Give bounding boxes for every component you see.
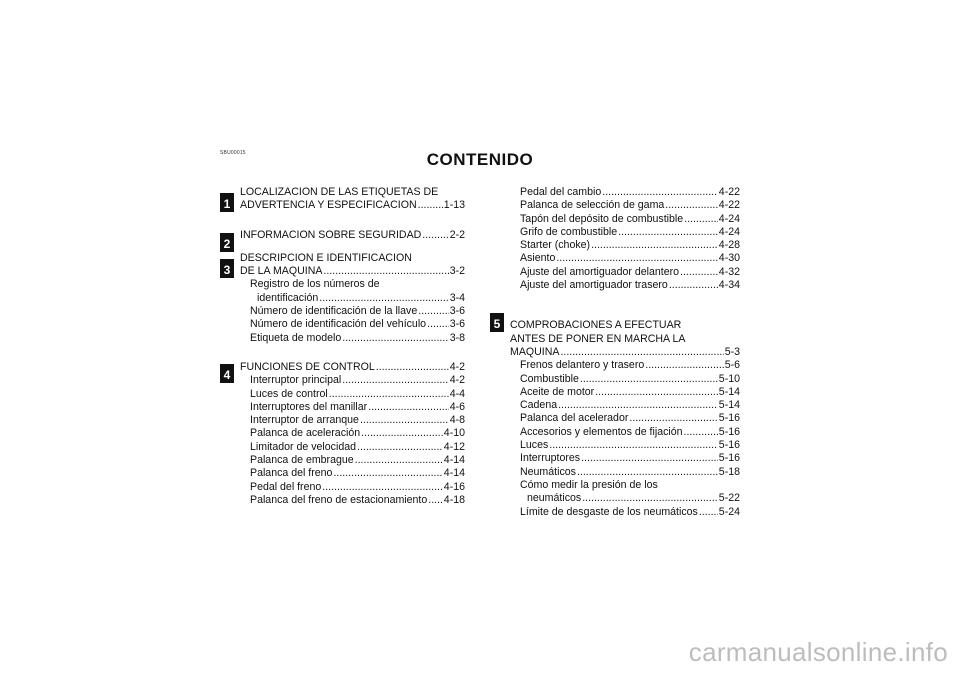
toc-item[interactable] [510, 213, 740, 226]
toc-page: 5-22 [718, 492, 740, 505]
chapter-tab-5: 5 [490, 313, 504, 332]
leader-dots [665, 199, 718, 212]
leader-dots [591, 239, 718, 252]
toc-section-5[interactable] [510, 346, 740, 359]
toc-page: 5-6 [724, 359, 740, 372]
toc-section-2[interactable] [240, 229, 465, 242]
toc-label: Palanca de embrague [250, 454, 354, 467]
toc-page: 5-18 [718, 465, 740, 478]
toc-label: Interruptores del manillar [250, 400, 368, 413]
leader-dots [684, 213, 718, 226]
toc-item[interactable] [240, 414, 465, 427]
toc-page: 4-18 [443, 493, 465, 506]
leader-dots [418, 305, 448, 318]
toc-section-1-line: LOCALIZACION DE LAS ETIQUETAS DE [240, 186, 439, 198]
toc-page: 5-3 [724, 345, 740, 358]
toc-page: 4-24 [718, 225, 740, 238]
toc-page: 4-32 [718, 265, 740, 278]
toc-page: 1-13 [443, 199, 465, 212]
toc-item[interactable] [510, 386, 740, 399]
toc-section-1[interactable] [240, 199, 465, 212]
toc-label: Accesorios y elementos de fijación [520, 425, 683, 438]
leader-dots [629, 412, 717, 425]
toc-page: 4-28 [718, 239, 740, 252]
toc-item[interactable] [510, 412, 740, 425]
toc-page: 4-34 [718, 279, 740, 292]
leader-dots [360, 414, 449, 427]
toc-item[interactable] [510, 186, 740, 199]
toc-item[interactable] [510, 359, 740, 372]
toc-page: 2-2 [449, 228, 465, 241]
toc-label: Combustible [520, 372, 579, 385]
toc-item[interactable] [240, 318, 465, 331]
toc-label: Neumáticos [520, 465, 576, 478]
toc-item[interactable] [510, 399, 740, 412]
toc-label: Palanca del freno [250, 467, 333, 480]
toc-label: Número de identificación de la llave [250, 305, 418, 318]
toc-page: 4-2 [449, 360, 465, 373]
toc-label: Asiento [520, 252, 556, 265]
toc-label: Grifo de combustible [520, 225, 618, 238]
toc-page: 4-22 [718, 199, 740, 212]
leader-dots [323, 265, 448, 278]
toc-page: 4-4 [449, 387, 465, 400]
leader-dots [684, 426, 718, 439]
leader-dots [376, 361, 449, 374]
leader-dots [427, 318, 449, 331]
chapter-tab-4: 4 [220, 364, 234, 383]
toc-item[interactable] [510, 439, 740, 452]
toc-item[interactable] [240, 374, 465, 387]
toc-section-3-line: DESCRIPCION E IDENTIFICACION [240, 251, 412, 264]
toc-label: Ajuste del amortiguador trasero [520, 279, 668, 292]
leader-dots [422, 229, 448, 242]
leader-dots [699, 506, 718, 519]
toc-item[interactable] [510, 373, 740, 386]
leader-dots [669, 279, 718, 292]
leader-dots [319, 292, 448, 305]
toc-page: 5-16 [718, 439, 740, 452]
toc-item[interactable] [240, 401, 465, 414]
leader-dots [418, 199, 443, 212]
chapter-tab-2: 2 [220, 233, 234, 252]
toc-label: Etiqueta de modelo [250, 331, 342, 344]
toc-item[interactable] [510, 239, 740, 252]
toc-label: Palanca de aceleración [250, 427, 361, 440]
leader-dots [361, 427, 443, 440]
leader-dots [618, 226, 718, 239]
toc-label: FUNCIONES DE CONTROL [240, 360, 375, 373]
toc-label: Palanca del acelerador [520, 412, 629, 425]
leader-dots [333, 467, 442, 480]
toc-label: Palanca del freno de estacionamiento [250, 493, 428, 506]
toc-page: 3-8 [449, 331, 465, 344]
toc-page: 4-10 [443, 427, 465, 440]
toc-item[interactable] [510, 279, 740, 292]
toc-item-line: Registro de los números de [250, 278, 380, 291]
toc-page: 3-6 [449, 305, 465, 318]
toc-page: 5-24 [718, 505, 740, 518]
leader-dots [342, 332, 448, 345]
watermark: carmanualsonline.info [688, 637, 948, 667]
toc-item[interactable] [510, 266, 740, 279]
toc-item[interactable] [240, 332, 465, 345]
leader-dots [428, 494, 443, 507]
toc-item[interactable] [240, 388, 465, 401]
toc-page: 4-22 [718, 186, 740, 198]
toc-item[interactable] [240, 305, 465, 318]
toc-item[interactable] [240, 427, 465, 440]
toc-item[interactable] [510, 199, 740, 212]
toc-item-line: Cómo medir la presión de los [520, 478, 658, 491]
toc-page: 4-6 [449, 400, 465, 413]
toc-page: 4-12 [443, 440, 465, 453]
toc-item[interactable] [240, 454, 465, 467]
leader-dots [580, 373, 718, 386]
toc-page: 5-14 [718, 385, 740, 398]
toc-page: 3-6 [449, 318, 465, 331]
toc-page: 4-14 [443, 454, 465, 467]
toc-label: ADVERTENCIA Y ESPECIFICACION [240, 199, 417, 212]
toc-label: Aceite de motor [520, 385, 595, 398]
toc-label: DE LA MAQUINA [240, 265, 323, 278]
toc-label: Pedal del freno [250, 480, 322, 493]
toc-label: MAQUINA [510, 345, 560, 358]
toc-column-left [240, 186, 465, 507]
leader-dots [581, 452, 718, 465]
toc-page: 4-14 [443, 467, 465, 480]
leader-dots [368, 401, 449, 414]
toc-section-3[interactable] [240, 265, 465, 278]
leader-dots [322, 481, 443, 494]
leader-dots [556, 252, 717, 265]
toc-page: 4-16 [443, 480, 465, 493]
toc-label: INFORMACION SOBRE SEGURIDAD [240, 228, 422, 241]
chapter-tab-1: 1 [220, 193, 234, 212]
toc-page: 4-2 [449, 374, 465, 387]
toc-label: Luces de control [250, 387, 328, 400]
toc-label: Cadena [520, 399, 558, 412]
document-code: SBU00015 [220, 150, 246, 156]
page-title: CONTENIDO [426, 150, 534, 169]
toc-label: Interruptor principal [250, 374, 342, 387]
toc-item[interactable] [510, 252, 740, 265]
toc-label: Luces [520, 439, 549, 452]
leader-dots [602, 186, 718, 199]
toc-label: Pedal del cambio [520, 186, 602, 198]
toc-label: Límite de desgaste de los neumáticos [520, 505, 698, 518]
toc-item[interactable] [240, 481, 465, 494]
toc-page: 5-14 [718, 399, 740, 412]
toc-label: Interruptores [520, 452, 581, 465]
toc-label: Limitador de velocidad [250, 440, 356, 453]
leader-dots [680, 266, 718, 279]
toc-item[interactable] [240, 292, 465, 305]
toc-page: 4-24 [718, 212, 740, 225]
leader-dots [329, 388, 449, 401]
leader-dots [342, 374, 448, 387]
toc-label: Palanca de selección de gama [520, 199, 665, 212]
toc-item[interactable] [510, 426, 740, 439]
toc-label: Número de identificación del vehículo [250, 318, 427, 331]
toc-section-5-line: COMPROBACIONES A EFECTUAR [510, 319, 682, 332]
toc-label: Frenos delantero y trasero [520, 359, 645, 372]
toc-page: 5-16 [718, 452, 740, 465]
leader-dots [577, 466, 718, 479]
toc-item[interactable] [240, 494, 465, 507]
toc-page: 5-16 [718, 412, 740, 425]
leader-dots [357, 441, 443, 454]
toc-page: 3-4 [449, 291, 465, 304]
toc-item[interactable] [510, 492, 740, 505]
toc-section-4[interactable] [240, 361, 465, 374]
toc-label: Starter (choke) [520, 239, 591, 252]
chapter-tab-3: 3 [220, 259, 234, 278]
toc-label: identificación [257, 291, 319, 304]
leader-dots [582, 492, 718, 505]
toc-label: Interruptor de arranque [250, 414, 359, 427]
toc-page: 4-30 [718, 252, 740, 265]
toc-page: 5-16 [718, 425, 740, 438]
toc-page: 3-2 [449, 265, 465, 278]
leader-dots [645, 359, 723, 372]
leader-dots [549, 439, 718, 452]
toc-item[interactable] [510, 226, 740, 239]
leader-dots [560, 346, 723, 359]
toc-label: Tapón del depósito de combustible [520, 212, 684, 225]
toc-item[interactable] [510, 452, 740, 465]
toc-section-5-line: ANTES DE PONER EN MARCHA LA [510, 332, 686, 345]
toc-label: Ajuste del amortiguador delantero [520, 265, 680, 278]
leader-dots [595, 386, 718, 399]
toc-page: 4-8 [449, 414, 465, 427]
toc-item[interactable] [510, 506, 740, 519]
toc-column-right [510, 186, 740, 519]
toc-item[interactable] [240, 441, 465, 454]
leader-dots [355, 454, 443, 467]
leader-dots [558, 399, 718, 412]
toc-item[interactable] [240, 467, 465, 480]
toc-item[interactable] [510, 466, 740, 479]
toc-label: neumáticos [527, 492, 582, 505]
toc-page: 5-10 [718, 372, 740, 385]
